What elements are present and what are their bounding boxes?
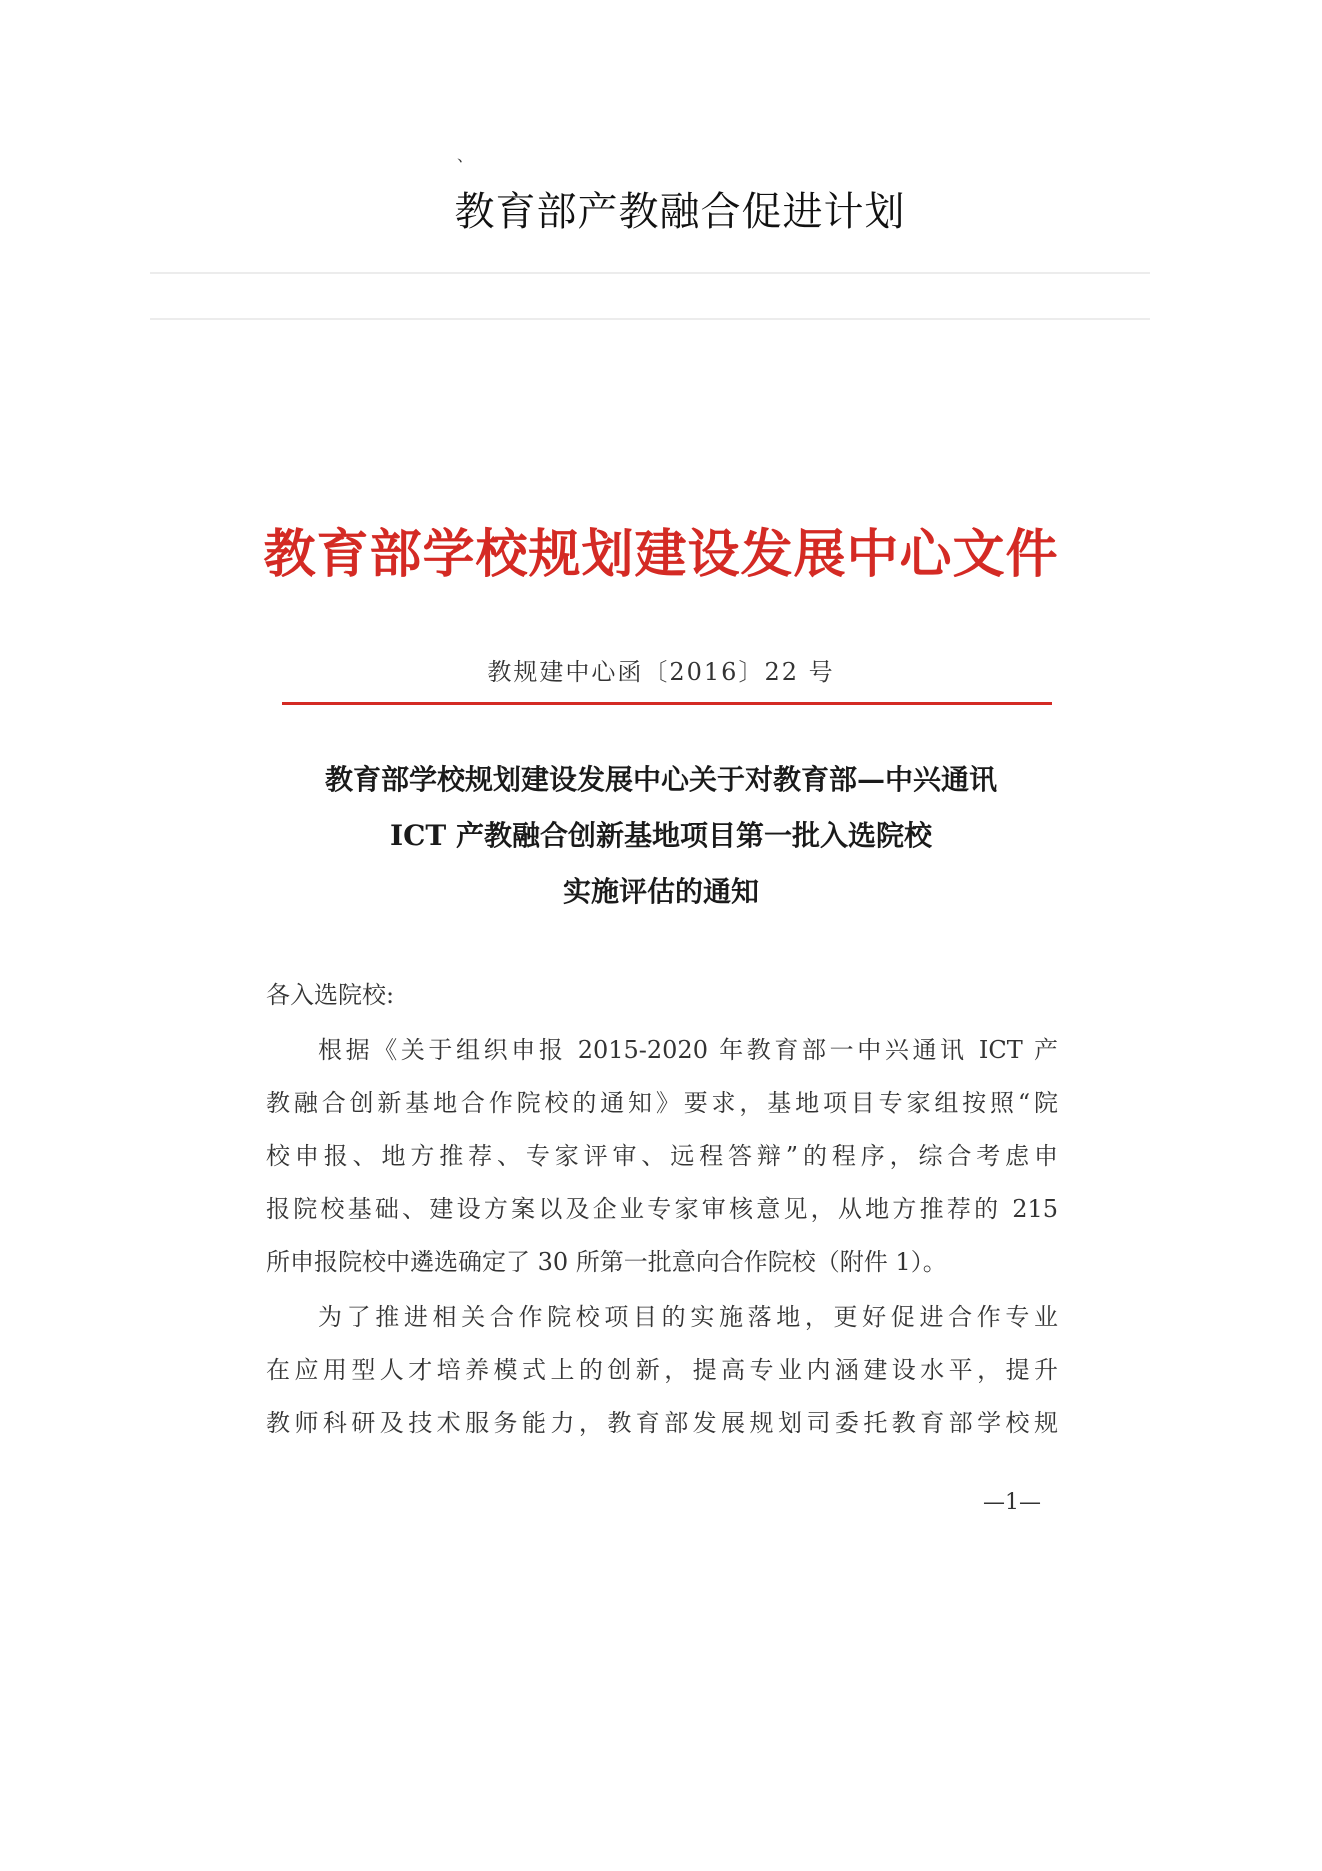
document-title: 教育部产教融合促进计划 [454, 189, 906, 235]
paragraph-2-line: 为了推进相关合作院校项目的实施落地，更好促进合作专业 [318, 1303, 1058, 1331]
subject-line-3: 实施评估的通知 [562, 875, 759, 908]
paragraph-1-line: 教融合创新基地合作院校的通知》要求，基地项目专家组按照“院 [266, 1089, 1058, 1117]
paragraph-1-line: 报院校基础、建设方案以及企业专家审核意见，从地方推荐的 215 [266, 1195, 1058, 1223]
salutation: 各入选院校: [266, 981, 395, 1009]
paragraph-2-line: 在应用型人才培养模式上的创新，提高专业内涵建设水平，提升 [266, 1356, 1058, 1384]
paragraph-1-line: 所申报院校中遴选确定了 30 所第一批意向合作院校（附件 1）。 [266, 1248, 947, 1276]
corner-mark: 、 [457, 146, 474, 165]
subject-line-1: 教育部学校规划建设发展中心关于对教育部—中兴通讯 [324, 763, 997, 796]
paragraph-2-line: 教师科研及技术服务能力，教育部发展规划司委托教育部学校规 [266, 1409, 1058, 1437]
issuing-office-header: 教育部学校规划建设发展中心文件 [263, 524, 1059, 585]
scan-artifact-line [150, 318, 1150, 320]
scan-artifact-line [150, 272, 1150, 274]
paragraph-1-line: 根据《关于组织申报 2015-2020 年教育部一中兴通讯 ICT 产 [318, 1036, 1058, 1064]
red-divider-rule [282, 702, 1052, 705]
document-number: 教规建中心函〔2016〕22 号 [487, 658, 835, 686]
subject-line-2: ICT 产教融合创新基地项目第一批入选院校 [390, 819, 932, 852]
paragraph-1-line: 校申报、地方推荐、专家评审、远程答辩”的程序，综合考虑申 [266, 1142, 1058, 1170]
page-number: —1— [983, 1490, 1041, 1515]
